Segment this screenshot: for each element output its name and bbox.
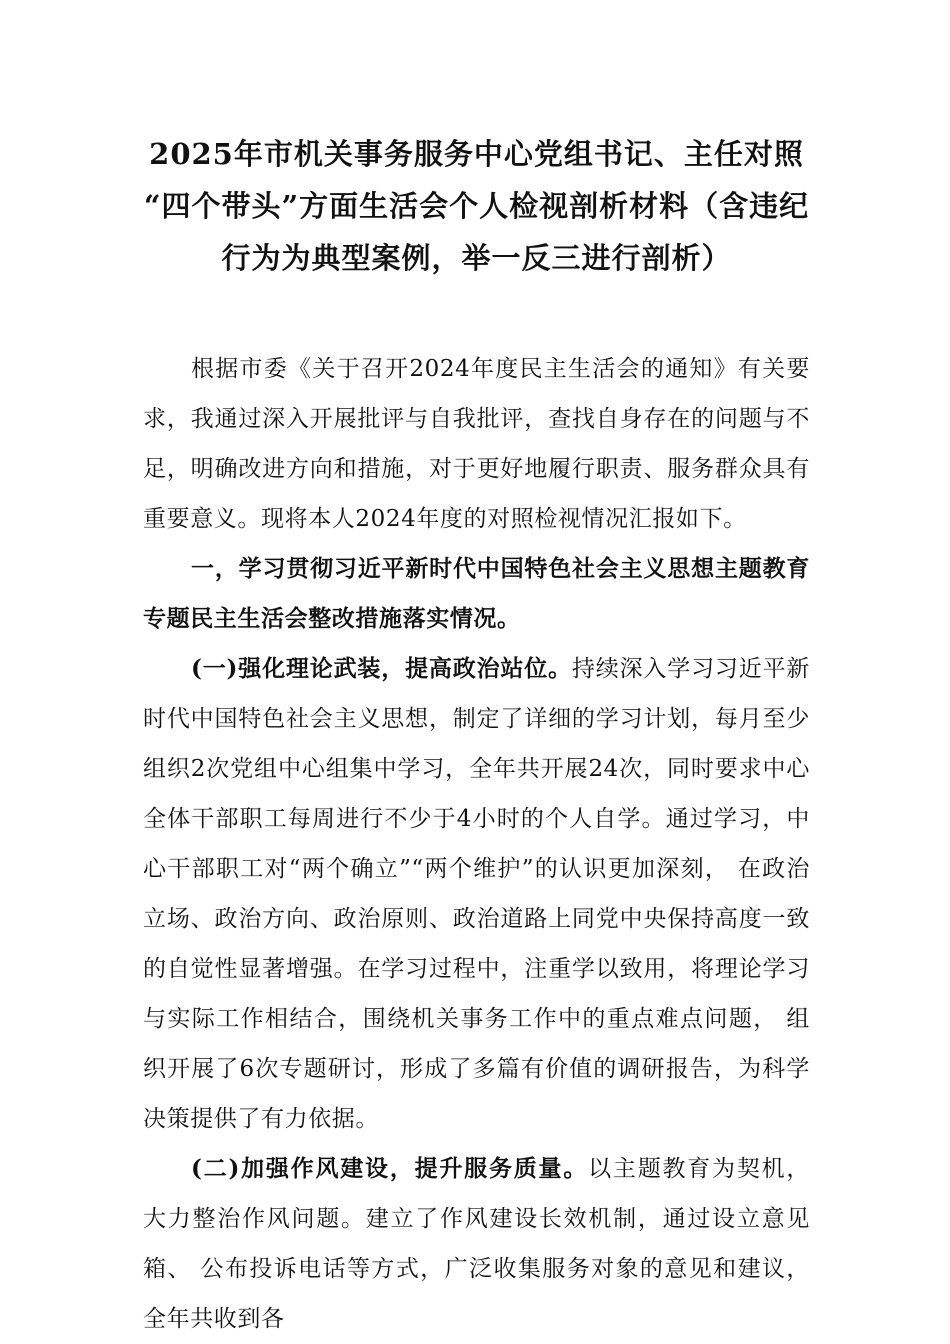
subsection-2-paragraph — [143, 1144, 810, 1344]
document-title-line-3: 行为为典型案例，举一反三进行剖析） — [221, 241, 732, 275]
subsection-1-body: 持续深入学习习近平新时代中国特色社会主义思想，制定了详细的学习计划，每月至少组织2次党组中心组集中学习，全年共开展24次，同时要求中心全体干部职工每周进行不少于4小时的个人自学。通过学习，中心干部职工对“两个确立”“两个维护”的认识更加深刻， 在政治立场、政治方向、政治原则、政治道路上同党中央保持高度一致的自觉性显著增强。在学习过程中，注重学以致用，将理论学习与实际工作相结合，围绕机关事务工作中的重点难点问题， 组织开展了6次专题研讨，形成了多篇有价值的调研报告，为科学决策提供了有力依据。 — [143, 656, 811, 1132]
subsection-2-lead: (二)加强作风建设，提升服务质量。 — [191, 1155, 589, 1182]
document-title — [103, 128, 850, 284]
subsection-1-paragraph — [143, 644, 810, 1144]
section-1-heading: 一，学习贯彻习近平新时代中国特色社会主义思想主题教育专题民主生活会整改措施落实情况。 — [143, 555, 810, 632]
intro-paragraph: 根据市委《关于召开2024年度民主生活会的通知》有关要求，我通过深入开展批评与自我批评，查找自身存在的问题与不足，明确改进方向和措施，对于更好地履行职责、服务群众具有重要意义。现将本人2024年度的对照检视情况汇报如下。 — [143, 356, 810, 532]
document-title-line-1: 2025年市机关事务服务中心党组书记、主任对照 — [149, 137, 804, 171]
subsection-2-body: 以主题教育为契机， 大力整治作风问题。建立了作风建设长效机制，通过设立意见箱、 公布投诉电话等方式，广泛收集服务对象的意见和建议，全年共收到各 — [143, 1156, 811, 1332]
subsection-1-lead: (一)强化理论武装，提高政治站位。 — [191, 655, 572, 682]
document-title-line-2: “四个带头”方面生活会个人检视剖析材料（含违纪 — [143, 189, 810, 223]
